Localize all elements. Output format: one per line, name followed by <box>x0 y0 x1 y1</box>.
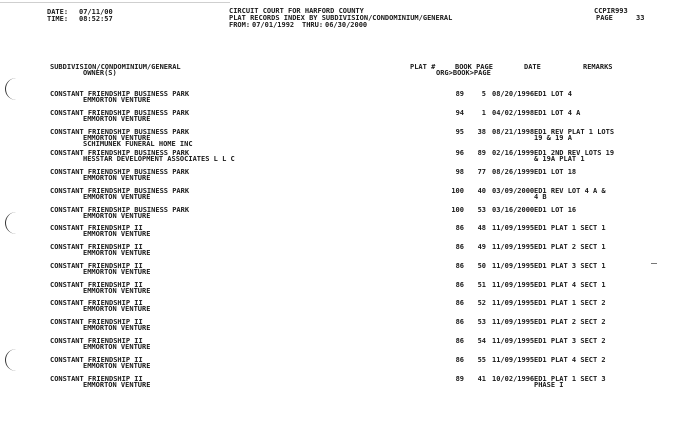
book-number: 86 <box>455 281 464 289</box>
page-number: 50 <box>477 262 486 270</box>
remarks-text: 19 & 19 A <box>534 134 572 142</box>
date-label: DATE: <box>47 8 69 16</box>
subdivision-name: CONSTANT FRIENDSHIP II <box>50 318 143 326</box>
book-number: 89 <box>455 375 464 383</box>
owner-name: EMMORTON VENTURE <box>83 115 151 123</box>
owner-name: EMMORTON VENTURE <box>83 96 151 104</box>
report-title: PLAT RECORDS INDEX BY SUBDIVISION/CONDOMINIUM/GENERAL <box>229 14 453 22</box>
remarks-text: ED1 PLAT 1 SECT 2 <box>534 299 606 307</box>
column-remarks: REMARKS <box>583 63 613 71</box>
remarks-text: ED1 2ND REV LOTS 19 <box>534 149 615 157</box>
report-id: CCPIR993 <box>594 7 628 15</box>
subdivision-name: CONSTANT FRIENDSHIP II <box>50 337 143 345</box>
subdivision-name: CONSTANT FRIENDSHIP BUSINESS PARK <box>50 206 190 214</box>
remarks-text: ED1 PLAT 4 SECT 2 <box>534 356 606 364</box>
record-date: 10/02/1996 <box>492 375 535 383</box>
thru-label: THRU: <box>302 21 324 29</box>
subdivision-name: CONSTANT FRIENDSHIP BUSINESS PARK <box>50 149 190 157</box>
record-date: 08/26/1999 <box>492 168 535 176</box>
top-rule <box>0 2 230 3</box>
record-date: 11/09/1995 <box>492 356 535 364</box>
time-label: TIME: <box>47 15 69 23</box>
binder-mark <box>5 349 16 371</box>
book-number: 98 <box>455 168 464 176</box>
subdivision-name: CONSTANT FRIENDSHIP BUSINESS PARK <box>50 90 190 98</box>
owner-name: SCHIMUNEK FUNERAL HOME INC <box>83 140 193 148</box>
thru-value: 06/30/2000 <box>325 21 368 29</box>
court-name: CIRCUIT COURT FOR HARFORD COUNTY <box>229 7 364 15</box>
remarks-text: ED1 REV LOT 4 A & <box>534 187 606 195</box>
page-number: 5 <box>481 90 486 98</box>
page-number: 48 <box>477 224 486 232</box>
book-number: 89 <box>455 90 464 98</box>
book-number: 86 <box>455 243 464 251</box>
page-number: 54 <box>477 337 486 345</box>
page-label: PAGE <box>596 14 613 22</box>
record-date: 02/16/1999 <box>492 149 535 157</box>
book-number: 86 <box>455 356 464 364</box>
page-number: 55 <box>477 356 486 364</box>
remarks-text: ED1 PLAT 3 SECT 2 <box>534 337 606 345</box>
owner-name: EMMORTON VENTURE <box>83 249 151 257</box>
column-plat-no: PLAT # <box>410 63 436 71</box>
remarks-text: & 19A PLAT 1 <box>534 155 585 163</box>
column-org-book-page: ORG>BOOK>PAGE <box>436 69 491 77</box>
subdivision-name: CONSTANT FRIENDSHIP II <box>50 224 143 232</box>
subdivision-name: CONSTANT FRIENDSHIP II <box>50 262 143 270</box>
subdivision-name: CONSTANT FRIENDSHIP BUSINESS PARK <box>50 168 190 176</box>
record-date: 08/21/1998 <box>492 128 535 136</box>
record-date: 04/02/1998 <box>492 109 535 117</box>
owner-name: EMMORTON VENTURE <box>83 193 151 201</box>
record-date: 03/09/2000 <box>492 187 535 195</box>
page-number: 77 <box>477 168 486 176</box>
remarks-text: ED1 PLAT 3 SECT 1 <box>534 262 606 270</box>
subdivision-name: CONSTANT FRIENDSHIP II <box>50 243 143 251</box>
record-date: 11/09/1995 <box>492 243 535 251</box>
book-number: 86 <box>455 318 464 326</box>
owner-name: EMMORTON VENTURE <box>83 362 151 370</box>
owner-name: EMMORTON VENTURE <box>83 212 151 220</box>
record-date: 03/16/2000 <box>492 206 535 214</box>
book-number: 86 <box>455 224 464 232</box>
remarks-text: ED1 LOT 4 A <box>534 109 581 117</box>
subdivision-name: CONSTANT FRIENDSHIP BUSINESS PARK <box>50 187 190 195</box>
time-value: 08:52:57 <box>79 15 113 23</box>
subdivision-name: CONSTANT FRIENDSHIP II <box>50 281 143 289</box>
page-number: 52 <box>477 299 486 307</box>
owner-name: EMMORTON VENTURE <box>83 381 151 389</box>
record-date: 11/09/1995 <box>492 262 535 270</box>
remarks-text: ED1 PLAT 2 SECT 2 <box>534 318 606 326</box>
date-value: 07/11/00 <box>79 8 113 16</box>
owner-name: HESSTAR DEVELOPMENT ASSOCIATES L L C <box>83 155 235 163</box>
column-subdivision: SUBDIVISION/CONDOMINIUM/GENERAL <box>50 63 181 71</box>
subdivision-name: CONSTANT FRIENDSHIP II <box>50 299 143 307</box>
owner-name: EMMORTON VENTURE <box>83 343 151 351</box>
page-number: 33 <box>636 14 645 22</box>
from-value: 07/01/1992 <box>252 21 295 29</box>
page-number: 41 <box>477 375 486 383</box>
subdivision-name: CONSTANT FRIENDSHIP BUSINESS PARK <box>50 109 190 117</box>
owner-name: EMMORTON VENTURE <box>83 230 151 238</box>
column-date: DATE <box>524 63 541 71</box>
remarks-text: PHASE I <box>534 381 564 389</box>
record-date: 11/09/1995 <box>492 299 535 307</box>
subdivision-name: CONSTANT FRIENDSHIP II <box>50 356 143 364</box>
remarks-text: ED1 PLAT 1 SECT 1 <box>534 224 606 232</box>
record-date: 11/09/1995 <box>492 224 535 232</box>
remarks-text: ED1 LOT 16 <box>534 206 577 214</box>
page-number: 53 <box>477 206 486 214</box>
owner-name: EMMORTON VENTURE <box>83 268 151 276</box>
page-number: 40 <box>477 187 486 195</box>
remarks-text: ED1 LOT 4 <box>534 90 572 98</box>
subdivision-name: CONSTANT FRIENDSHIP BUSINESS PARK <box>50 128 190 136</box>
book-number: 100 <box>451 187 464 195</box>
owner-name: EMMORTON VENTURE <box>83 174 151 182</box>
book-number: 94 <box>455 109 464 117</box>
subdivision-name: CONSTANT FRIENDSHIP II <box>50 375 143 383</box>
remarks-text: 4 B <box>534 193 547 201</box>
record-date: 11/09/1995 <box>492 281 535 289</box>
book-number: 100 <box>451 206 464 214</box>
book-number: 86 <box>455 262 464 270</box>
book-number: 86 <box>455 299 464 307</box>
column-owner: OWNER(S) <box>83 69 117 77</box>
owner-name: EMMORTON VENTURE <box>83 324 151 332</box>
book-number: 96 <box>455 149 464 157</box>
owner-name: EMMORTON VENTURE <box>83 287 151 295</box>
binder-mark <box>5 78 16 100</box>
record-date: 11/09/1995 <box>492 337 535 345</box>
page-number: 38 <box>477 128 486 136</box>
remarks-text: ED1 REV PLAT 1 LOTS <box>534 128 615 136</box>
binder-mark <box>5 212 16 234</box>
page-number: 89 <box>477 149 486 157</box>
page-number: 53 <box>477 318 486 326</box>
record-date: 08/20/1996 <box>492 90 535 98</box>
remarks-text: ED1 PLAT 2 SECT 1 <box>534 243 606 251</box>
book-number: 95 <box>455 128 464 136</box>
owner-name: EMMORTON VENTURE <box>83 134 151 142</box>
page-number: 1 <box>481 109 486 117</box>
remarks-text: ED1 PLAT 4 SECT 1 <box>534 281 606 289</box>
owner-name: EMMORTON VENTURE <box>83 305 151 313</box>
book-number: 86 <box>455 337 464 345</box>
from-label: FROM: <box>229 21 251 29</box>
stray-mark <box>651 263 657 264</box>
page-number: 49 <box>477 243 486 251</box>
remarks-text: ED1 PLAT 1 SECT 3 <box>534 375 606 383</box>
page-number: 51 <box>477 281 486 289</box>
column-book-page: BOOK PAGE <box>455 63 493 71</box>
record-date: 11/09/1995 <box>492 318 535 326</box>
remarks-text: ED1 LOT 18 <box>534 168 577 176</box>
